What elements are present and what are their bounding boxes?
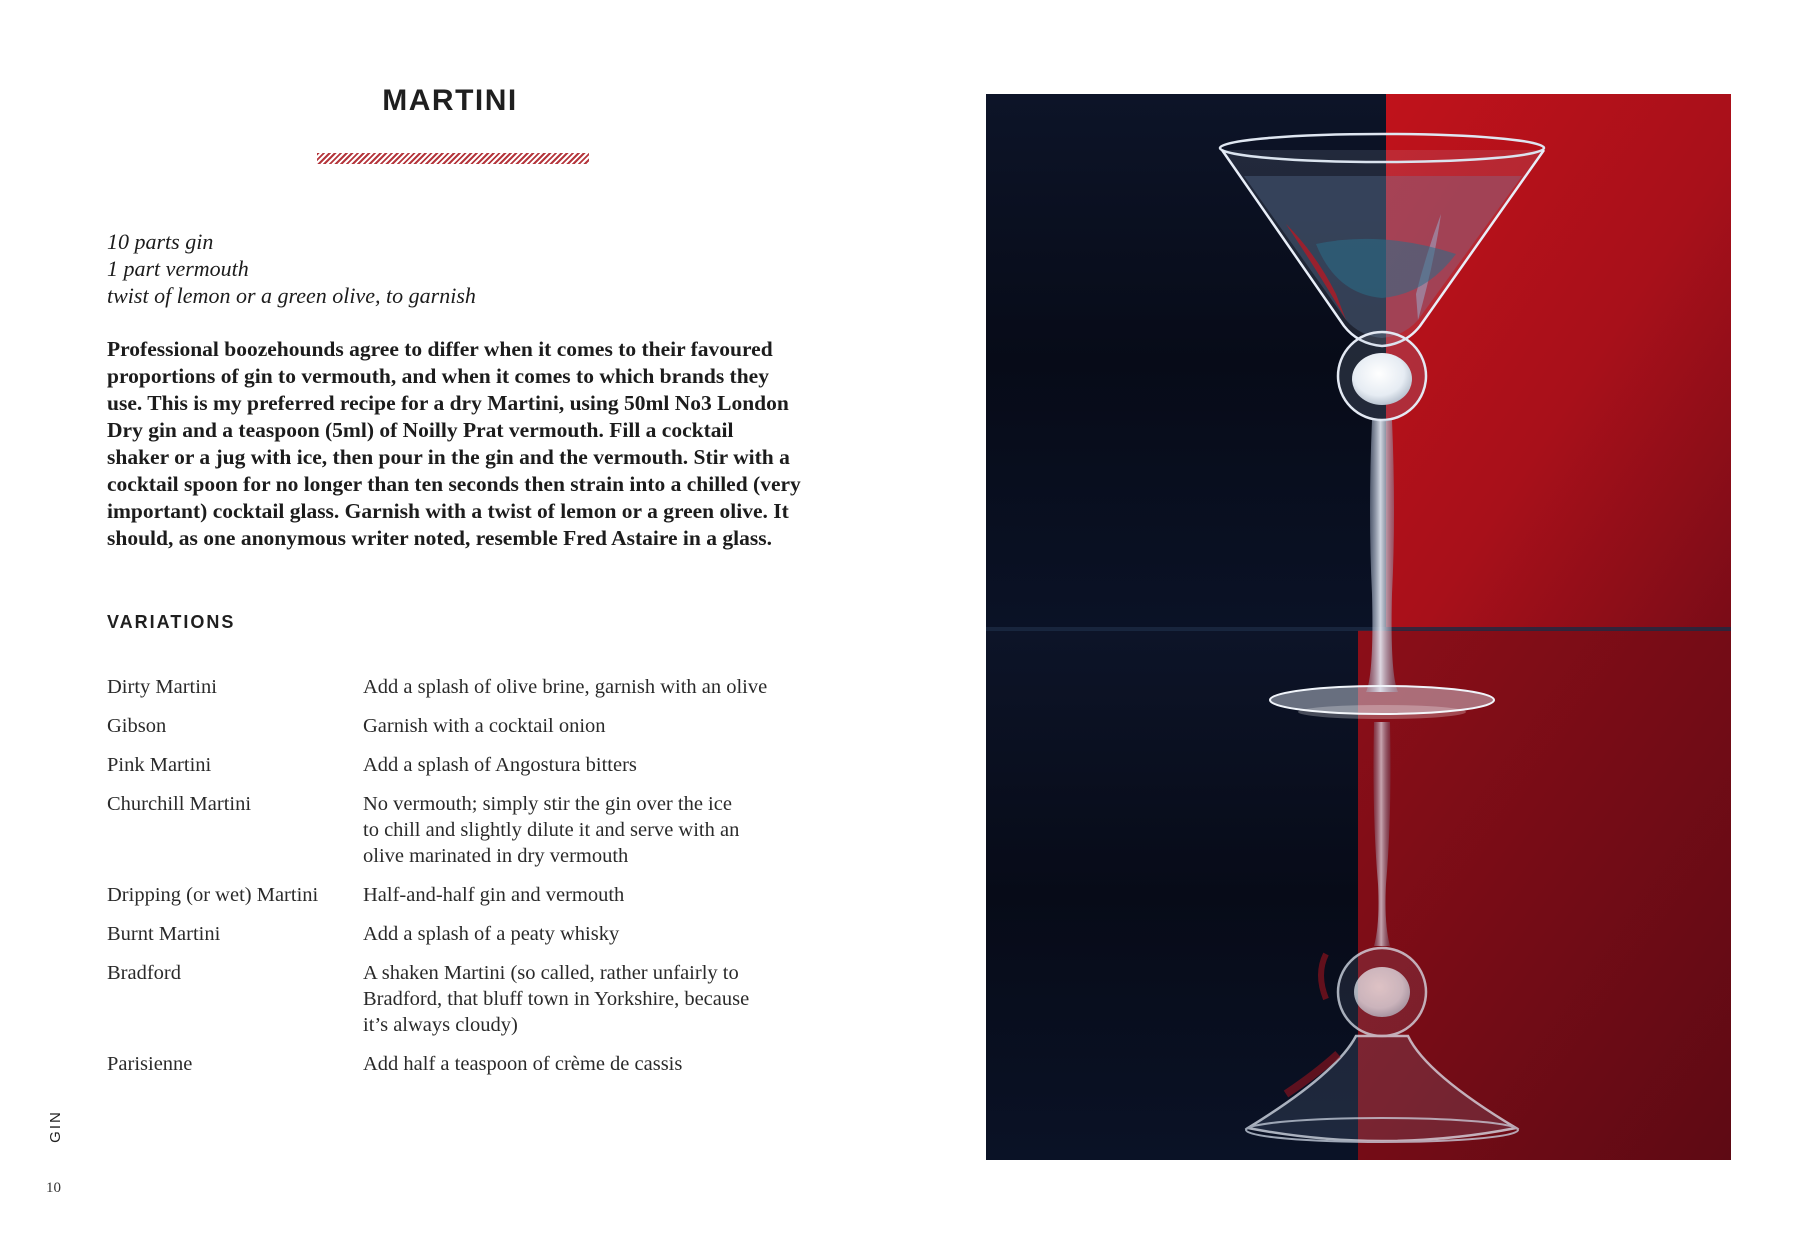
title-decorative-rule bbox=[317, 153, 589, 164]
martini-glass-illustration bbox=[986, 94, 1731, 1160]
recipe-description bbox=[107, 336, 801, 552]
variation-name: Burnt Martini bbox=[107, 923, 221, 945]
variation-name: Bradford bbox=[107, 962, 182, 984]
ingredient-line: 1 part vermouth bbox=[107, 256, 249, 281]
variation-description bbox=[363, 752, 807, 778]
variation-row bbox=[107, 674, 807, 700]
variation-name: Pink Martini bbox=[107, 754, 212, 776]
variation-row bbox=[107, 713, 807, 739]
variation-description-line: Half-and-half gin and vermouth bbox=[363, 884, 625, 906]
variation-description-line: olive marinated in dry vermouth bbox=[363, 845, 629, 867]
description-line: use. This is my preferred recipe for a dry Martini, using 50ml No3 London bbox=[107, 391, 789, 415]
ingredient-line: 10 parts gin bbox=[107, 229, 214, 254]
variation-description bbox=[363, 921, 807, 947]
variation-description bbox=[363, 882, 807, 908]
variation-description bbox=[363, 960, 807, 1038]
variation-description-line: Add a splash of olive brine, garnish with an olive bbox=[363, 676, 768, 698]
martini-photo bbox=[986, 94, 1731, 1160]
ingredient-line: twist of lemon or a green olive, to garnish bbox=[107, 283, 476, 308]
variation-description bbox=[363, 1051, 807, 1077]
variation-row bbox=[107, 752, 807, 778]
section-label-text: GIN bbox=[46, 1109, 64, 1143]
variation-name: Dirty Martini bbox=[107, 676, 217, 698]
variation-description-line: No vermouth; simply stir the gin over the ice bbox=[363, 793, 732, 815]
variation-name: Gibson bbox=[107, 715, 167, 737]
variation-description bbox=[363, 713, 807, 739]
variation-description-line: it’s always cloudy) bbox=[363, 1014, 518, 1036]
variation-description-line: to chill and slightly dilute it and serve with an bbox=[363, 819, 740, 841]
variation-description-line: Add a splash of Angostura bitters bbox=[363, 754, 637, 776]
ingredients-list bbox=[107, 228, 627, 309]
variation-name: Churchill Martini bbox=[107, 793, 252, 815]
variation-row bbox=[107, 1051, 807, 1077]
description-line: should, as one anonymous writer noted, resemble Fred Astaire in a glass. bbox=[107, 526, 772, 550]
description-line: shaker or a jug with ice, then pour in the gin and the vermouth. Stir with a bbox=[107, 445, 790, 469]
description-line: proportions of gin to vermouth, and when it comes to which brands they bbox=[107, 364, 769, 388]
variation-row bbox=[107, 921, 807, 947]
variation-description bbox=[363, 674, 807, 700]
variations-heading: VARIATIONS bbox=[107, 612, 236, 632]
section-label bbox=[42, 1106, 68, 1146]
page-title: MARTINI bbox=[382, 84, 518, 117]
description-line: important) cocktail glass. Garnish with a twist of lemon or a green olive. It bbox=[107, 499, 789, 523]
description-line: Professional boozehounds agree to differ when it comes to their favoured bbox=[107, 337, 773, 361]
variation-description-line: Add a splash of a peaty whisky bbox=[363, 923, 620, 945]
variation-description bbox=[363, 791, 807, 869]
page-number: 10 bbox=[46, 1180, 61, 1196]
variation-description-line: Add half a teaspoon of crème de cassis bbox=[363, 1053, 683, 1075]
variation-row bbox=[107, 960, 807, 1038]
variation-description-line: Bradford, that bluff town in Yorkshire, because bbox=[363, 988, 750, 1010]
variation-description-line: Garnish with a cocktail onion bbox=[363, 715, 606, 737]
variation-description-line: A shaken Martini (so called, rather unfairly to bbox=[363, 962, 739, 984]
variation-row bbox=[107, 791, 807, 869]
variation-name: Dripping (or wet) Martini bbox=[107, 884, 319, 906]
description-line: cocktail spoon for no longer than ten seconds then strain into a chilled (very bbox=[107, 472, 801, 496]
variation-row bbox=[107, 882, 807, 908]
description-line: Dry gin and a teaspoon (5ml) of Noilly Prat vermouth. Fill a cocktail bbox=[107, 418, 734, 442]
variation-name: Parisienne bbox=[107, 1053, 193, 1075]
variations-list bbox=[107, 674, 807, 1090]
